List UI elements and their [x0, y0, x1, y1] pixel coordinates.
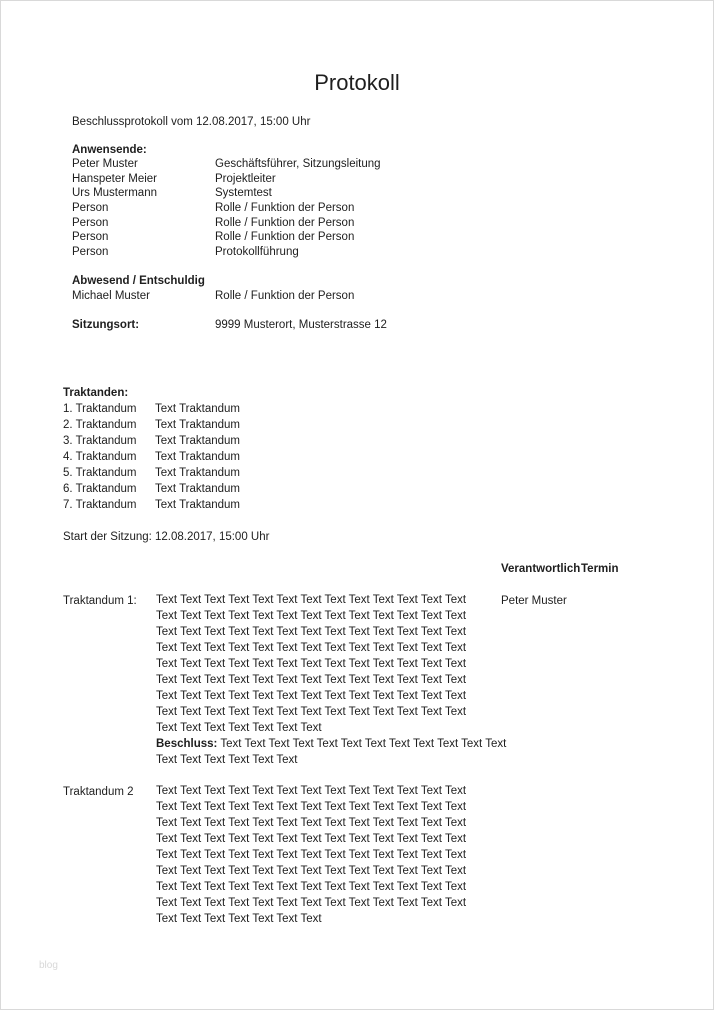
- attendee-role: Rolle / Funktion der Person: [215, 202, 355, 214]
- item2-text-line: Text Text Text Text Text Text Text Text Text Text Text Text Text: [156, 865, 467, 877]
- attendee-name: Person: [72, 202, 109, 214]
- document-title: Protokoll: [314, 70, 400, 95]
- agenda-number: 4. Traktandum: [63, 451, 137, 463]
- agenda-text: Text Traktandum: [155, 419, 241, 431]
- absent-name: Michael Muster: [72, 290, 150, 302]
- start-label: Start der Sitzung:: [63, 531, 152, 543]
- absent-role: Rolle / Funktion der Person: [215, 290, 355, 302]
- attendee-role: Rolle / Funktion der Person: [215, 217, 355, 229]
- item2-text-line: Text Text Text Text Text Text Text Text Text Text Text Text Text: [156, 849, 467, 861]
- item1-text-line: Text Text Text Text Text Text Text Text Text Text Text Text Text: [156, 594, 467, 606]
- agenda-number: 6. Traktandum: [63, 483, 137, 495]
- item1-text-line: Text Text Text Text Text Text Text: [156, 722, 322, 734]
- attendee-role: Projektleiter: [215, 173, 276, 185]
- item1-label: Traktandum 1:: [63, 595, 137, 607]
- item1-decision-line-2: Text Text Text Text Text Text: [156, 754, 298, 766]
- absent-heading: Abwesend / Entschuldig: [72, 275, 205, 287]
- attendee-role: Systemtest: [215, 187, 272, 199]
- decision-label: Beschluss:: [156, 738, 218, 750]
- item1-text-line: Text Text Text Text Text Text Text Text Text Text Text Text Text: [156, 674, 467, 686]
- column-deadline: Termin: [581, 563, 619, 575]
- agenda-text: Text Traktandum: [155, 435, 241, 447]
- attendee-name: Hanspeter Meier: [72, 173, 158, 185]
- item1-text-line: Text Text Text Text Text Text Text Text Text Text Text Text Text: [156, 658, 467, 670]
- agenda-number: 3. Traktandum: [63, 435, 137, 447]
- item1-text-line: Text Text Text Text Text Text Text Text Text Text Text Text Text: [156, 610, 467, 622]
- agenda-heading: Traktanden:: [63, 387, 129, 399]
- decision-text: Text Text Text Text Text Text Text Text Text Text Text Text: [220, 738, 507, 750]
- item2-text-line: Text Text Text Text Text Text Text Text Text Text Text Text Text: [156, 801, 467, 813]
- item2-text-line: Text Text Text Text Text Text Text Text Text Text Text Text Text: [156, 881, 467, 893]
- agenda-number: 5. Traktandum: [63, 467, 137, 479]
- agenda-text: Text Traktandum: [155, 467, 241, 479]
- item1-text-line: Text Text Text Text Text Text Text Text Text Text Text Text Text: [156, 690, 467, 702]
- start-value: 12.08.2017, 15:00 Uhr: [155, 531, 270, 543]
- item1-decision-line: [156, 736, 506, 752]
- item1-responsible: Peter Muster: [501, 595, 567, 607]
- item2-text-line: Text Text Text Text Text Text Text Text Text Text Text Text Text: [156, 897, 467, 909]
- item2-text-line: Text Text Text Text Text Text Text: [156, 913, 322, 925]
- location-value: 9999 Musterort, Musterstrasse 12: [215, 319, 387, 331]
- item1-text-line: Text Text Text Text Text Text Text Text Text Text Text Text Text: [156, 706, 467, 718]
- agenda-number: 2. Traktandum: [63, 419, 137, 431]
- agenda-text: Text Traktandum: [155, 403, 241, 415]
- attendee-name: Person: [72, 246, 109, 258]
- watermark: blog: [39, 960, 58, 971]
- document-subtitle: Beschlussprotokoll vom 12.08.2017, 15:00 Uhr: [72, 116, 311, 128]
- agenda-number: 1. Traktandum: [63, 403, 137, 415]
- column-responsible: Verantwortlich: [501, 563, 581, 575]
- attendee-role: Rolle / Funktion der Person: [215, 231, 355, 243]
- item2-text-line: Text Text Text Text Text Text Text Text Text Text Text Text Text: [156, 785, 467, 797]
- item2-text-line: Text Text Text Text Text Text Text Text Text Text Text Text Text: [156, 817, 467, 829]
- attendee-name: Person: [72, 217, 109, 229]
- item2-text-line: Text Text Text Text Text Text Text Text Text Text Text Text Text: [156, 833, 467, 845]
- attendee-role: Protokollführung: [215, 246, 299, 258]
- location-label: Sitzungsort:: [72, 319, 140, 331]
- item1-text-line: Text Text Text Text Text Text Text Text Text Text Text Text Text: [156, 642, 467, 654]
- attendees-heading: Anwensende:: [72, 144, 147, 156]
- item2-label: Traktandum 2: [63, 786, 134, 798]
- attendee-name: Urs Mustermann: [72, 187, 157, 199]
- agenda-number: 7. Traktandum: [63, 499, 137, 511]
- agenda-text: Text Traktandum: [155, 451, 241, 463]
- attendee-name: Peter Muster: [72, 158, 138, 170]
- item1-text-line: Text Text Text Text Text Text Text Text Text Text Text Text Text: [156, 626, 467, 638]
- agenda-text: Text Traktandum: [155, 499, 241, 511]
- agenda-text: Text Traktandum: [155, 483, 241, 495]
- attendee-role: Geschäftsführer, Sitzungsleitung: [215, 158, 381, 170]
- attendee-name: Person: [72, 231, 109, 243]
